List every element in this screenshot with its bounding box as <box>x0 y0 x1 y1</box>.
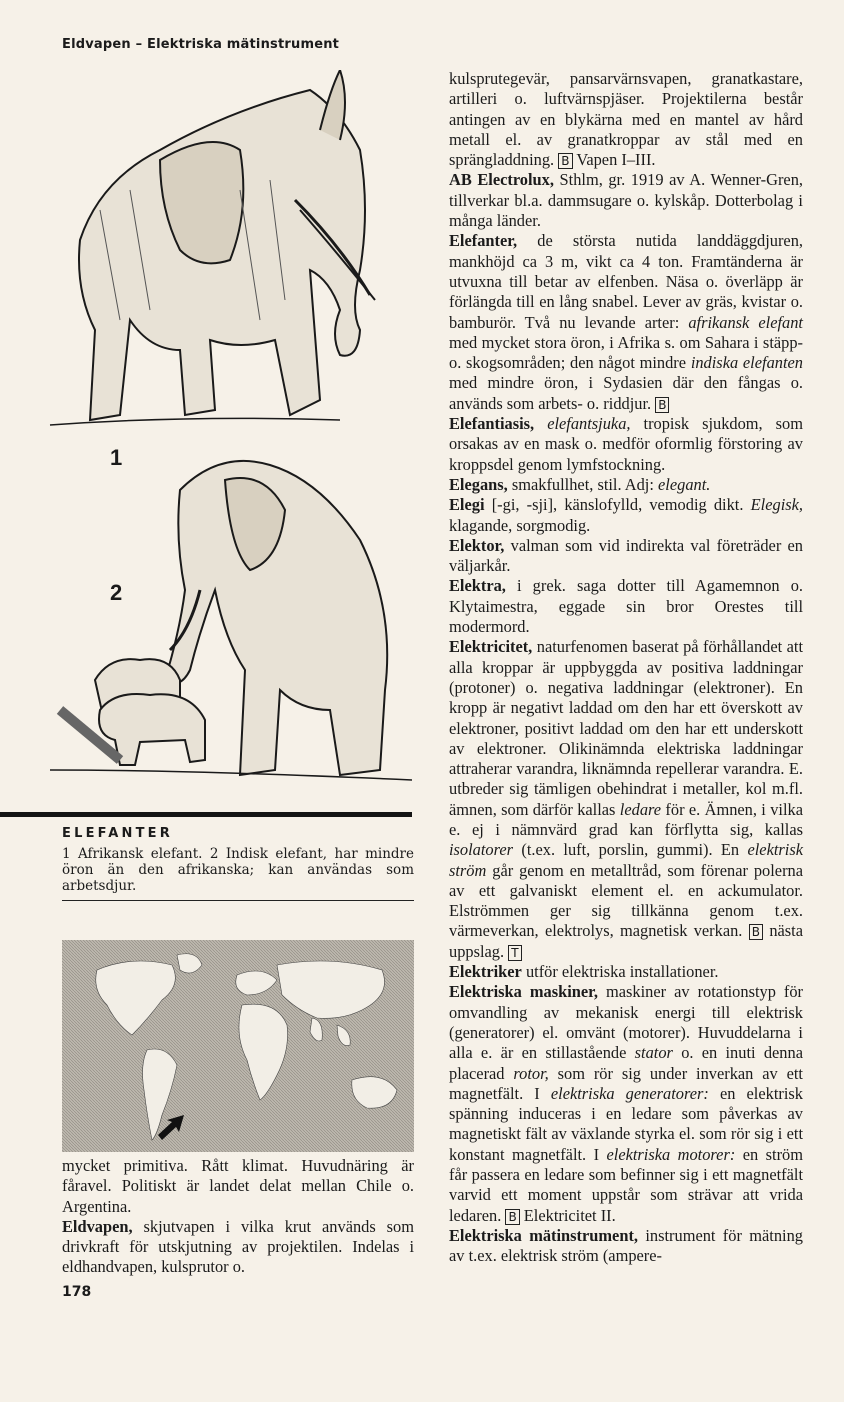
elefantiasis-text: tropisk sjukdom, som orsakas av en mask o. medför oformlig förstoring av kroppsdel genom lymfstockning. <box>449 414 803 474</box>
elefanter-italic-2: indiska elefanten <box>690 353 803 373</box>
elektricitet-text-1: naturfenomen baserat på förhållandet att alla kroppar är uppbyggda av positiva laddningar (protoner) o. negativa laddningar (elektroner). En kropp är negativt laddad om den har ett överskott av elektroner, positivt laddad om den har ett underskott av elektroner. Olikinämnda elektriska laddningar attraherar varandra, liknämnda repellerar varandra. E. utbreder sig tämligen obehindrat i metaller, kol m.fl. ämnen, som därför kallas <box>449 637 803 819</box>
right-column <box>449 69 803 1267</box>
elefantiasis-italic: elefantsjuka, <box>547 414 631 434</box>
headword-elektricitet: Elektricitet, <box>449 637 533 657</box>
caption-rule <box>0 812 412 817</box>
elefanter-text-1: de största nutida landdäggdjuren, mankhöjd ca 3 m, vikt ca 4 ton. Framtänderna är utvuxna till betar av elfenben. Näsa o. överläpp är förlängda till en lång snabel. Lever av gräs, kvistar o. bamburör. Två nu levande arter: <box>449 231 803 332</box>
cross-ref-icon: B <box>749 924 763 940</box>
continued-entry: mycket primitiva. Rått klimat. Huvudnäring är fåravel. Politiskt är landet delat mellan Chile o. Argentina. <box>62 1156 414 1216</box>
entry-elektriker <box>449 962 803 982</box>
entry-electrolux <box>449 170 803 231</box>
elefanter-text-2: med mycket stora öron, i Afrika s. om Sahara i stäpp- o. skogsområden; den något mindre <box>449 332 803 373</box>
cross-ref-icon: B <box>505 1209 519 1225</box>
headword-elegi: Elegi <box>449 495 485 515</box>
maskiner-ref-text: Elektricitet II. <box>523 1205 616 1225</box>
elektricitet-ref-text: nästa uppslag. <box>449 921 803 961</box>
entry-elektriska-matinstrument <box>449 1226 803 1267</box>
cross-ref-icon: B <box>655 397 669 413</box>
entry-elektricitet <box>449 637 803 962</box>
maskiner-text-3: som rör sig under inverkan av ett magnetfält. I <box>449 1063 803 1103</box>
figure-label-1: 1 <box>110 445 123 470</box>
left-column <box>62 1156 414 1278</box>
entry-elegans <box>449 475 803 495</box>
elegans-text: smakfullhet, stil. Adj: <box>511 474 654 494</box>
headword-elegans: Elegans, <box>449 474 508 494</box>
figure-label-2: 2 <box>110 580 123 605</box>
elephant-illustration <box>40 70 412 810</box>
cross-ref-icon: B <box>558 153 572 169</box>
elektricitet-italic-3: elektrisk ström <box>449 840 803 880</box>
maskiner-italic-3: elektriska generatorer: <box>550 1083 709 1103</box>
entry-elektra <box>449 576 803 637</box>
entry-elegi <box>449 495 803 536</box>
elegi-italic: Elegisk, <box>750 495 803 515</box>
elektra-text: i grek. saga dotter till Agamemnon o. Klytaimestra, eggade sin bror Orestes till modermord. <box>449 576 803 637</box>
entry-elektriska-maskiner <box>449 982 803 1226</box>
elefanter-italic-1: afrikansk elefant <box>688 312 803 332</box>
elektricitet-text-4: går genom en metalltråd, som förenar polerna av ett galvaniskt element el. en ackumulator. Elströmmen ger sig tillkänna genom t.ex. värmeverkan, elektrolys, magnetisk verkan. <box>449 860 803 941</box>
entry-elefantiasis <box>449 414 803 475</box>
elektor-text: valman som vid indirekta val företräder en väljarkår. <box>449 535 803 576</box>
entry-elektor <box>449 536 803 577</box>
elegi-text: [-gi, -sji], känslofylld, vemodig dikt. <box>491 495 744 515</box>
entry-eldvapen-text: skjutvapen i vilka krut används som drivkraft för utskjutning av projektilen. Indelas i eldhandvapen, kulsprutor o. <box>62 1216 414 1277</box>
maskiner-text-1: maskiner av rotationstyp för omvandling av mekanisk energi till elektrisk (generatorer) el. omvänt (motorer). Huvuddelarna i alla e. är en stillastående <box>449 982 803 1063</box>
table-ref-icon: T <box>508 945 521 961</box>
headword-elefanter: Elefanter, <box>449 231 518 251</box>
maskiner-text-4: en elektrisk spänning induceras i en ledare som påverkas av magnetiskt fält av växlande styrka el. som rör sig i ett konstant magnetfält. I <box>449 1083 803 1164</box>
caption-divider <box>62 900 414 901</box>
entry-eldvapen <box>62 1217 414 1278</box>
african-elephant-drawing <box>50 70 375 425</box>
maskiner-italic-2: rotor, <box>513 1063 549 1083</box>
maskiner-italic-1: stator <box>634 1043 673 1063</box>
running-head: Eldvapen – Elektriska mätinstrument <box>62 37 340 52</box>
elegans-italic: elegant. <box>658 474 711 494</box>
maskiner-italic-4: elektriska motorer: <box>606 1144 736 1164</box>
headword-elektor: Elektor, <box>449 535 505 555</box>
headword-electrolux: AB Electrolux, <box>449 170 554 190</box>
electrolux-text: Sthlm, gr. 1919 av A. Wenner-Gren, tillverkar bl.a. dammsugare o. kylskåp. Dotterbolag i många länder. <box>449 170 803 231</box>
elektriker-text: utför elektriska installationer. <box>525 962 719 982</box>
headword-elektriker: Elektriker <box>449 962 522 982</box>
eldvapen-ref-text: Vapen I–III. <box>576 150 656 170</box>
eldvapen-cont-text: kulsprutegevär, pansarvärnsvapen, granatkastare, artilleri o. luftvärnspjäser. Projektilerna består antingen av en blykärna med en mantel av hård metall el. av granatkroppar av stål med en sprängladdning. <box>449 69 803 170</box>
caption-title: ELEFANTER <box>62 826 173 841</box>
headword-elektriska-maskiner: Elektriska maskiner, <box>449 982 599 1002</box>
page-number: 178 <box>62 1284 92 1300</box>
elektricitet-italic-1: ledare <box>619 799 662 819</box>
elektricitet-italic-2: isolatorer <box>449 840 514 860</box>
maskiner-text-2: o. en inuti denna placerad <box>449 1043 803 1083</box>
headword-elefantiasis: Elefantiasis, <box>449 414 535 434</box>
elektricitet-text-3: (t.ex. luft, porslin, gummi). En <box>521 840 740 860</box>
matinstrument-text: instrument för mätning av t.ex. elektrisk ström (ampere- <box>449 1225 803 1266</box>
entry-eldvapen-cont <box>449 69 803 170</box>
distribution-map <box>62 940 414 1152</box>
maskiner-text-5: en ström får passera en ledare som befinner sig i ett magnetfält varvid ett moment uppstår som strävar att vrida ledaren. <box>449 1144 803 1225</box>
entry-elefanter <box>449 231 803 414</box>
headword-eldvapen: Eldvapen, <box>62 1216 133 1236</box>
elegi-text-2: klagande, sorgmodig. <box>449 515 591 535</box>
headword-elektra: Elektra, <box>449 576 506 596</box>
caption-text: 1 Afrikansk elefant. 2 Indisk elefant, har mindre öron än den afrikanska; kan användas som arbetsdjur. <box>62 846 414 894</box>
headword-elektriska-matinstrument: Elektriska mätinstrument, <box>449 1225 639 1245</box>
elektricitet-text-2: för e. Ämnen, i vilka e. ej i nämnvärd grad kan förflytta sig, kallas <box>449 799 803 839</box>
elefanter-text-3: med mindre öron, i Sydasien där den fångas o. används som arbets- o. riddjur. <box>449 373 803 413</box>
